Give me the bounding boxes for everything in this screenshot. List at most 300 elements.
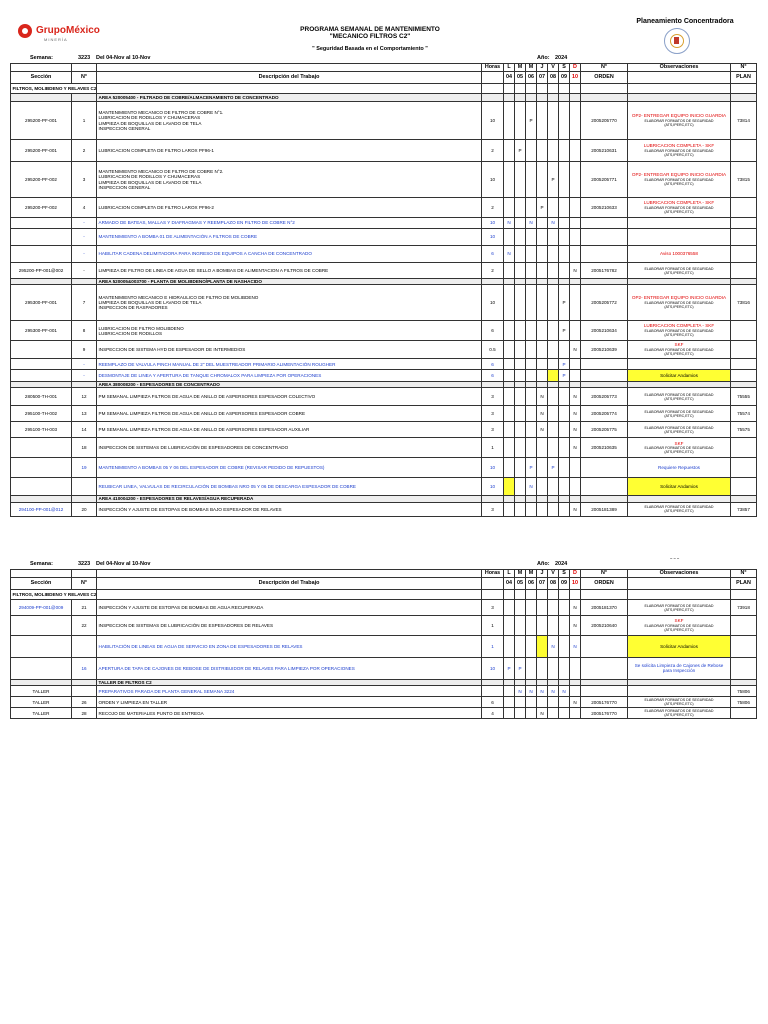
orden-cell: [581, 636, 628, 658]
day-mark-cell: [515, 341, 526, 359]
descripcion-line: LIMPIEZA DE BOQUILLAS DE LAVADO DE TELA: [98, 300, 202, 306]
seccion-cell: [11, 458, 72, 478]
empty-cell: [11, 94, 72, 102]
n-cell: 22: [72, 616, 97, 636]
blank-header: [11, 64, 72, 72]
descripcion-cell: [97, 697, 482, 708]
horas-cell: 10: [482, 102, 504, 140]
day-mark-cell: N: [570, 341, 581, 359]
day-mark-cell: N: [559, 686, 570, 697]
horas-cell: 10: [482, 229, 504, 246]
seccion-cell: [11, 658, 72, 680]
col-date: 07: [537, 72, 548, 84]
day-mark-cell: [515, 198, 526, 218]
empty-cell: [482, 84, 504, 94]
day-mark-cell: [559, 636, 570, 658]
empty-cell: [628, 94, 731, 102]
task-row: [11, 388, 757, 406]
day-mark-cell: [559, 263, 570, 279]
plan-cell: [731, 708, 757, 719]
day-mark-cell: [548, 616, 559, 636]
orden-cell: 2005181389: [581, 502, 628, 516]
company-name: GrupoMéxico: [36, 25, 100, 36]
day-mark-cell: N: [526, 218, 537, 229]
day-mark-cell: [570, 218, 581, 229]
day-mark-cell: [559, 438, 570, 458]
task-row: [11, 658, 757, 680]
observaciones-cell: [628, 458, 731, 478]
seccion-cell: 294100-PP-001@012: [11, 502, 72, 516]
empty-cell: [515, 94, 526, 102]
obs-safety-note: ELABORAR FORMATOS DE SEGURIDAD (ATS,IPERC,ETC): [644, 603, 714, 612]
col-day: D: [570, 570, 581, 578]
day-mark-cell: P: [504, 658, 515, 680]
area-title: AREA 380008200 - ESPESADORES DE CONCENTRADO: [97, 382, 482, 388]
n-cell: 4: [72, 198, 97, 218]
seccion-cell: 295200-PF-001: [11, 102, 72, 140]
day-mark-cell: N: [570, 636, 581, 658]
empty-cell: [537, 84, 548, 94]
col-plan: PLAN: [731, 578, 757, 590]
day-mark-cell: [504, 102, 515, 140]
header-row: [11, 72, 757, 84]
col-date: 07: [537, 578, 548, 590]
obs-alert: OP2- ENTREGAR EQUIPO INICIO GUARDIA: [631, 172, 727, 178]
header-row: [11, 578, 757, 590]
plan-cell: [731, 636, 757, 658]
plan-cell: 73816: [731, 285, 757, 321]
orden-cell: [581, 478, 628, 496]
day-mark-cell: [537, 162, 548, 198]
day-mark-cell: N: [570, 388, 581, 406]
obs-safety-note: ELABORAR FORMATOS DE SEGURIDAD (ATS,IPERC,ETC): [644, 329, 714, 337]
day-mark-cell: [559, 406, 570, 422]
blank-header: [628, 578, 731, 590]
col-descripcion: Descripción del Trabajo: [97, 578, 482, 590]
descripcion-line: MANTENIMIENTO MECANICO E HIDRAULICO DE FILTRO DE MOLIBDENO: [98, 294, 259, 300]
col-horas: Horas: [482, 570, 504, 578]
day-mark-cell: [515, 697, 526, 708]
col-date: 06: [526, 72, 537, 84]
obs-safety-note: ELABORAR FORMATOS DE SEGURIDAD (ATS,IPERC,ETC): [644, 348, 714, 356]
obs-safety-note: ELABORAR FORMATOS DE SEGURIDAD (ATS,IPERC,ETC): [644, 698, 714, 707]
day-mark-cell: [526, 285, 537, 321]
day-mark-cell: [537, 246, 548, 263]
col-horas: Horas: [482, 64, 504, 72]
seccion-cell: TALLER: [11, 697, 72, 708]
n-cell: [72, 636, 97, 658]
descripcion-line: HABILITACIÓN DE LINEAS DE AGUA DE SERVICIO EN ZONA DE ESPESADORES DE RELAVES: [98, 643, 303, 649]
day-mark-cell: N: [537, 406, 548, 422]
descripcion-line: INSPECCION DE SISTEMA HYD DE ESPESADOR DE INTERMEDIOS: [98, 347, 246, 353]
orden-cell: 2005176770: [581, 697, 628, 708]
task-row: [11, 458, 757, 478]
plan-cell: 73814: [731, 102, 757, 140]
seccion-cell: 280500-TH-001: [11, 388, 72, 406]
descripcion-line: LUBRICACION DE RODILLOS: [98, 330, 163, 336]
horas-cell: 10: [482, 162, 504, 198]
descripcion-line: MANTENIMIENTO A BOMBAS 05 Y 06 DEL ESPESADOR DE COBRE (REVISAR PEDIDO DE REPUESTOS): [98, 465, 325, 471]
day-mark-cell: N: [570, 697, 581, 708]
day-mark-cell: [526, 341, 537, 359]
observaciones-cell: [628, 198, 731, 218]
col-n: N°: [72, 72, 97, 84]
day-mark-cell: [548, 370, 559, 382]
observaciones-cell: [628, 686, 731, 697]
day-mark-cell: P: [515, 658, 526, 680]
task-row: [11, 438, 757, 458]
seccion-cell: [11, 478, 72, 496]
seccion-cell: 295100-TH-002: [11, 406, 72, 422]
day-mark-cell: [504, 422, 515, 438]
day-mark-cell: [559, 162, 570, 198]
orden-cell: 2005176770: [581, 708, 628, 719]
seccion-cell: [11, 341, 72, 359]
n-cell: 20: [72, 502, 97, 516]
obs-safety-note: ELABORAR FORMATOS DE SEGURIDAD (ATS,IPERC,ETC): [644, 446, 714, 455]
col-date: 06: [526, 578, 537, 590]
seccion-cell: [11, 636, 72, 658]
n-cell: 12: [72, 388, 97, 406]
seccion-cell: TALLER: [11, 686, 72, 697]
horas-cell: 6: [482, 359, 504, 370]
day-mark-cell: [504, 285, 515, 321]
n-cell: 1: [72, 102, 97, 140]
day-mark-cell: [548, 263, 559, 279]
col-day: M: [515, 64, 526, 72]
day-mark-cell: [526, 162, 537, 198]
observaciones-cell: [628, 218, 731, 229]
col-day: L: [504, 64, 515, 72]
day-mark-cell: [526, 438, 537, 458]
horas-cell: 6: [482, 246, 504, 263]
descripcion-cell: [97, 246, 482, 263]
obs-alert: LUBRICACION COMPLETA - SKF: [643, 200, 715, 206]
day-mark-cell: [504, 341, 515, 359]
day-mark-cell: [537, 502, 548, 516]
day-mark-cell: [515, 162, 526, 198]
day-mark-cell: [504, 708, 515, 719]
col-day: S: [559, 64, 570, 72]
schedule-table-1: [10, 63, 757, 517]
day-mark-cell: P: [559, 359, 570, 370]
n-cell: [72, 478, 97, 496]
seccion-cell: 294009-PP-001@009: [11, 600, 72, 616]
day-mark-cell: [537, 658, 548, 680]
seccion-cell: TALLER: [11, 708, 72, 719]
col-day: V: [548, 64, 559, 72]
area-title: AREA 520005&003700 - PLANTA DE MOLIBDENO/PLANTA DE NASHACIDO: [97, 279, 482, 285]
col-orden: ORDEN: [581, 72, 628, 84]
descripcion-cell: [97, 686, 482, 697]
descripcion-line: INSPECCIÓN Y AJUSTE DE ESTOPAS DE BOMBAS DE AGUA RECUPERADA: [98, 604, 264, 610]
orden-cell: [581, 458, 628, 478]
day-mark-cell: [570, 359, 581, 370]
descripcion-line: LUBRICACION COMPLETA DE FILTRO LAROX PF96-1: [98, 147, 214, 153]
task-row: [11, 708, 757, 719]
task-row: [11, 359, 757, 370]
plan-cell: [731, 246, 757, 263]
orden-cell: [581, 218, 628, 229]
group-title: FILTROS, MOLIBDENO Y RELAVES C2: [11, 84, 97, 94]
descripcion-cell: [97, 708, 482, 719]
empty-cell: [559, 590, 570, 600]
horas-cell: 3: [482, 422, 504, 438]
day-mark-cell: [570, 285, 581, 321]
plan-cell: [731, 438, 757, 458]
empty-cell: [581, 94, 628, 102]
area-title: TALLER DE FILTROS C2: [97, 680, 482, 686]
task-row: [11, 616, 757, 636]
task-row: [11, 406, 757, 422]
header-row: [11, 570, 757, 578]
day-mark-cell: [515, 422, 526, 438]
orden-cell: 2005205770: [581, 102, 628, 140]
company-subtitle: MINERÍA: [44, 37, 68, 42]
page-mark: ~ ~ ~: [670, 556, 680, 561]
day-mark-cell: [559, 388, 570, 406]
empty-cell: [731, 590, 757, 600]
day-mark-cell: [515, 246, 526, 263]
descripcion-line: INSPECCION GENERAL: [98, 184, 151, 190]
day-mark-cell: [559, 697, 570, 708]
empty-cell: [559, 84, 570, 94]
horas-cell: 10: [482, 218, 504, 229]
obs-safety-note: ELABORAR FORMATOS DE SEGURIDAD (ATS,IPERC,ETC): [644, 266, 714, 275]
day-mark-cell: [570, 198, 581, 218]
day-mark-cell: [515, 388, 526, 406]
day-mark-cell: [537, 616, 548, 636]
descripcion-cell: [97, 263, 482, 279]
descripcion-cell: [97, 422, 482, 438]
plan-cell: [731, 341, 757, 359]
day-mark-cell: [515, 616, 526, 636]
day-mark-cell: N: [548, 686, 559, 697]
empty-cell: [526, 94, 537, 102]
day-mark-cell: [504, 162, 515, 198]
blank-header: [482, 72, 504, 84]
empty-cell: [72, 94, 97, 102]
obs-alert: SKF: [674, 440, 684, 446]
obs-note: Se solicita Limpieza de Cajones de Rebose para Inspección: [634, 662, 724, 673]
day-mark-cell: [504, 478, 515, 496]
day-mark-cell: [559, 458, 570, 478]
descripcion-line: DESMONTAJE DE LINEA Y APERTURA DE TANQUE CHROMALOX PARA LIMPIEZA POR OPERACIONES: [98, 373, 322, 379]
logo-mark-icon: [18, 24, 32, 38]
col-n: N°: [72, 578, 97, 590]
day-mark-cell: [537, 321, 548, 341]
obs-safety-note: ELABORAR FORMATOS DE SEGURIDAD (ATS,IPERC,ETC): [644, 425, 714, 434]
obs-safety-note: ELABORAR FORMATOS DE SEGURIDAD (ATS,IPERC,ETC): [644, 148, 714, 157]
orden-cell: [581, 359, 628, 370]
orden-cell: 2005210639: [581, 341, 628, 359]
department-title: Planeamiento Concentradora: [636, 18, 734, 25]
day-mark-cell: [548, 708, 559, 719]
observaciones-cell: [628, 406, 731, 422]
seccion-cell: 295300-PF-001: [11, 285, 72, 321]
col-observaciones: Observaciones: [628, 570, 731, 578]
blank-header: [72, 570, 97, 578]
plan-cell: [731, 458, 757, 478]
title-line-1: PROGRAMA SEMANAL DE MANTENIMIENTO: [300, 26, 440, 33]
week-label: Semana:: [30, 55, 53, 61]
empty-cell: [515, 84, 526, 94]
day-mark-cell: N: [570, 438, 581, 458]
company-logo: [18, 24, 100, 38]
year-label-2: Año:: [537, 561, 550, 567]
day-mark-cell: [548, 406, 559, 422]
n-cell: 3: [72, 162, 97, 198]
descripcion-cell: [97, 285, 482, 321]
day-mark-cell: [515, 218, 526, 229]
day-mark-cell: [570, 246, 581, 263]
day-mark-cell: [537, 600, 548, 616]
col-date: 09: [559, 578, 570, 590]
task-row: [11, 285, 757, 321]
day-mark-cell: P: [526, 102, 537, 140]
horas-cell: 2: [482, 198, 504, 218]
day-mark-cell: [548, 341, 559, 359]
observaciones-cell: [628, 388, 731, 406]
task-row: [11, 140, 757, 162]
descripcion-line: PM SEMANAL LIMPIEZA FILTROS DE AGUA DE ANILLO DE ASPERSORES ESPESADOR AUXILIAR: [98, 427, 310, 433]
plan-cell: 75806: [731, 697, 757, 708]
seccion-cell: [11, 218, 72, 229]
task-row: [11, 198, 757, 218]
day-mark-cell: [537, 263, 548, 279]
col-day: J: [537, 64, 548, 72]
day-mark-cell: P: [526, 458, 537, 478]
descripcion-cell: [97, 370, 482, 382]
col-day: M: [526, 570, 537, 578]
empty-cell: [570, 590, 581, 600]
n-cell: 7: [72, 285, 97, 321]
blank-header: [482, 578, 504, 590]
task-row: [11, 478, 757, 496]
orden-cell: [581, 370, 628, 382]
observaciones-cell: [628, 321, 731, 341]
header-row: [11, 64, 757, 72]
blank-header: [97, 570, 482, 578]
plan-cell: [731, 218, 757, 229]
day-mark-cell: [515, 636, 526, 658]
day-mark-cell: N: [504, 218, 515, 229]
day-mark-cell: [548, 502, 559, 516]
plan-cell: 75575: [731, 422, 757, 438]
area-title: AREA 520005400 - FILTRADO DE COBRE/ALMACENAMIENTO DE CONCENTRADO: [97, 94, 482, 102]
day-mark-cell: [548, 198, 559, 218]
descripcion-cell: [97, 359, 482, 370]
obs-alert: LUBRICACION COMPLETA - SKF: [643, 143, 715, 149]
day-mark-cell: [559, 102, 570, 140]
day-mark-cell: N: [570, 422, 581, 438]
orden-cell: 2005205774: [581, 406, 628, 422]
observaciones-cell: [628, 246, 731, 263]
n-cell: 16: [72, 658, 97, 680]
descripcion-cell: [97, 162, 482, 198]
day-mark-cell: N: [570, 600, 581, 616]
obs-safety-note: ELABORAR FORMATOS DE SEGURIDAD (ATS,IPERC,ETC): [644, 392, 714, 401]
col-day: M: [515, 570, 526, 578]
group-title: FILTROS, MOLIBDENO Y RELAVES C2: [11, 590, 97, 600]
descripcion-cell: [97, 406, 482, 422]
seccion-cell: [11, 359, 72, 370]
descripcion-cell: [97, 502, 482, 516]
year-value: 2024: [555, 55, 568, 61]
day-mark-cell: [537, 697, 548, 708]
observaciones-cell: [628, 636, 731, 658]
observaciones-cell: [628, 600, 731, 616]
task-row: [11, 246, 757, 263]
day-mark-cell: [515, 478, 526, 496]
day-mark-cell: [515, 321, 526, 341]
orden-cell: 2005205775: [581, 422, 628, 438]
plan-cell: 75555: [731, 388, 757, 406]
day-mark-cell: [526, 502, 537, 516]
descripcion-line: LUBRICACION DE RODILLOS Y CHUMACERAS: [98, 115, 201, 121]
obs-note: Solicitar Andamios: [660, 643, 698, 649]
descripcion-cell: [97, 198, 482, 218]
descripcion-cell: [97, 600, 482, 616]
descripcion-cell: [97, 458, 482, 478]
plan-cell: [731, 140, 757, 162]
col-date: 08: [548, 72, 559, 84]
plan-cell: 73815: [731, 162, 757, 198]
day-mark-cell: [548, 229, 559, 246]
day-mark-cell: [537, 478, 548, 496]
day-mark-cell: [570, 321, 581, 341]
task-row: [11, 422, 757, 438]
descripcion-line: INSPECCIÓN Y AJUSTE DE ESTOPAS DE BOMBAS BAJO ESPESADOR DE RELAVES: [98, 506, 282, 512]
n-cell: -: [72, 359, 97, 370]
day-mark-cell: [548, 600, 559, 616]
orden-cell: 2005205771: [581, 162, 628, 198]
col-day: L: [504, 570, 515, 578]
day-mark-cell: [537, 359, 548, 370]
day-mark-cell: [504, 140, 515, 162]
seccion-cell: [11, 616, 72, 636]
day-mark-cell: N: [504, 246, 515, 263]
day-mark-cell: P: [515, 140, 526, 162]
plan-cell: [731, 616, 757, 636]
descripcion-line: HABILITAR CADENA DELIMITADORA PARA INGRESO DE EQUIPOS A CANCHA DE CONCENTRADO: [98, 251, 312, 257]
day-mark-cell: [537, 140, 548, 162]
col-observaciones: Observaciones: [628, 64, 731, 72]
orden-cell: 2005205772: [581, 285, 628, 321]
day-mark-cell: N: [537, 708, 548, 719]
day-mark-cell: [504, 321, 515, 341]
observaciones-cell: [628, 478, 731, 496]
day-mark-cell: [526, 406, 537, 422]
day-mark-cell: [548, 102, 559, 140]
horas-cell: 3: [482, 600, 504, 616]
day-mark-cell: [559, 708, 570, 719]
descripcion-cell: [97, 616, 482, 636]
empty-cell: [504, 590, 515, 600]
n-cell: -: [72, 229, 97, 246]
plan-cell: 73918: [731, 600, 757, 616]
obs-safety-note: ELABORAR FORMATOS DE SEGURIDAD (ATS,IPERC,ETC): [644, 118, 714, 127]
col-date: 04: [504, 578, 515, 590]
day-mark-cell: [537, 102, 548, 140]
col-orden-n: N°: [581, 64, 628, 72]
obs-safety-note: ELABORAR FORMATOS DE SEGURIDAD (ATS,IPERC,ETC): [644, 623, 714, 632]
day-mark-cell: [548, 422, 559, 438]
group-row: [11, 84, 757, 94]
empty-cell: [526, 84, 537, 94]
col-date: 05: [515, 578, 526, 590]
day-mark-cell: [526, 263, 537, 279]
